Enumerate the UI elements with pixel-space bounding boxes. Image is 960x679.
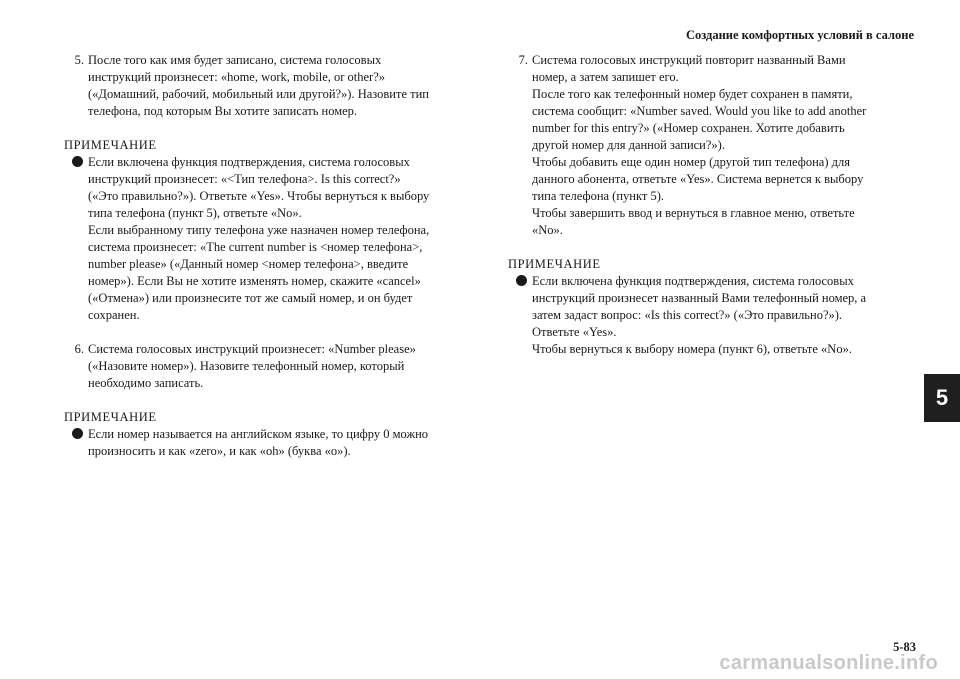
chapter-tab-number: 5 — [935, 385, 949, 410]
watermark: carmanualsonline.info — [719, 652, 938, 674]
bullet-icon — [72, 428, 83, 439]
note-3-line: инструкций произнесет названный Вами телефонный номер, а — [532, 291, 867, 305]
page-number: 5-83 — [893, 640, 916, 654]
note-1-line: инструкций произнесет: «<Тип телефона>. Is this correct?» — [88, 172, 401, 186]
note-2 — [64, 409, 484, 460]
step-7-line: Чтобы завершить ввод и вернуться в главное меню, ответьте — [532, 206, 855, 220]
step-7-line: типа телефона (пункт 5). — [532, 189, 665, 203]
step-7-line: система сообщит: «Number saved. Would you like to add another — [532, 104, 867, 118]
step-7-line: После того как телефонный номер будет сохранен в памяти, — [532, 87, 853, 101]
step-6-line: («Назовите номер»). Назовите телефонный номер, который — [88, 359, 405, 373]
note-1-line: («Отмена») или произнесите тот же самый номер, и он будет — [88, 291, 413, 305]
note-3-line: затем задаст вопрос: «Is this correct?» («Это правильно?»). — [532, 308, 843, 322]
note-1-line: Если включена функция подтверждения, система голосовых — [88, 155, 410, 169]
note-1 — [64, 137, 484, 324]
note-3-line: Если включена функция подтверждения, система голосовых — [532, 274, 854, 288]
chapter-tab — [924, 374, 960, 422]
bullet-icon — [516, 275, 527, 286]
page-header-title: Создание комфортных условий в салоне — [685, 28, 914, 42]
step-6-line: необходимо записать. — [88, 376, 204, 390]
step-5-line: После того как имя будет записано, система голосовых — [88, 53, 382, 67]
right-column — [508, 52, 918, 358]
step-7-line: «No». — [532, 223, 563, 237]
note-1-line: система произнесет: «The current number is <номер телефона>, — [88, 240, 423, 254]
note-1-line: сохранен. — [88, 308, 140, 322]
note-1-line: («Это правильно?»). Ответьте «Yes». Чтобы вернуться к выбору — [88, 189, 430, 203]
step-6 — [64, 341, 484, 392]
step-7-line: Система голосовых инструкций повторит названный Вами — [532, 53, 846, 67]
note-1-line: номер»). Если Вы не хотите изменять номер, скажите «cancel» — [88, 274, 421, 288]
bullet-icon — [72, 156, 83, 167]
note-2-bullet-item — [64, 426, 484, 460]
step-7-number: 7. — [518, 53, 528, 67]
note-3 — [508, 256, 918, 358]
note-1-line: Если выбранному типу телефона уже назначен номер телефона, — [88, 223, 430, 237]
note-2-line: Если номер называется на английском языке, то цифру 0 можно — [88, 427, 429, 441]
note-3-heading: ПРИМЕЧАНИЕ — [508, 257, 601, 271]
step-6-number: 6. — [74, 342, 84, 356]
step-7-line: number for this entry?» («Номер сохранен. Хотите добавить — [532, 121, 845, 135]
note-3-line: Ответьте «Yes». — [532, 325, 617, 339]
note-1-line: number please» («Данный номер <номер телефона>, введите — [88, 257, 409, 271]
step-5-line: инструкций произнесет: «home, work, mobile, or other?» — [88, 70, 386, 84]
step-7-line: данного абонента, ответьте «Yes». Система вернется к выбору — [532, 172, 864, 186]
step-5-number: 5. — [74, 53, 84, 67]
left-column — [64, 52, 484, 460]
note-1-bullet-item — [64, 154, 484, 324]
step-6-line: Система голосовых инструкций произнесет: «Number please» — [88, 342, 416, 356]
step-7 — [508, 52, 918, 239]
step-5 — [64, 52, 484, 120]
note-1-line: типа телефона (пункт 5), ответьте «No». — [88, 206, 302, 220]
step-5-line: («Домашний, рабочий, мобильный или другой?»). Назовите тип — [88, 87, 429, 101]
note-3-line: Чтобы вернуться к выбору номера (пункт 6), ответьте «No». — [532, 342, 852, 356]
note-1-heading: ПРИМЕЧАНИЕ — [64, 138, 157, 152]
note-2-line: произносить и как «zero», и как «oh» (буква «о»). — [88, 444, 351, 458]
note-2-heading: ПРИМЕЧАНИЕ — [64, 410, 157, 424]
note-3-bullet-item — [508, 273, 918, 358]
step-7-line: другой номер для данной записи?»). — [532, 138, 725, 152]
step-7-line: номер, а затем запишет его. — [532, 70, 679, 84]
step-5-line: телефона, под которым Вы хотите записать номер. — [88, 104, 358, 118]
step-7-line: Чтобы добавить еще один номер (другой тип телефона) для — [532, 155, 850, 169]
